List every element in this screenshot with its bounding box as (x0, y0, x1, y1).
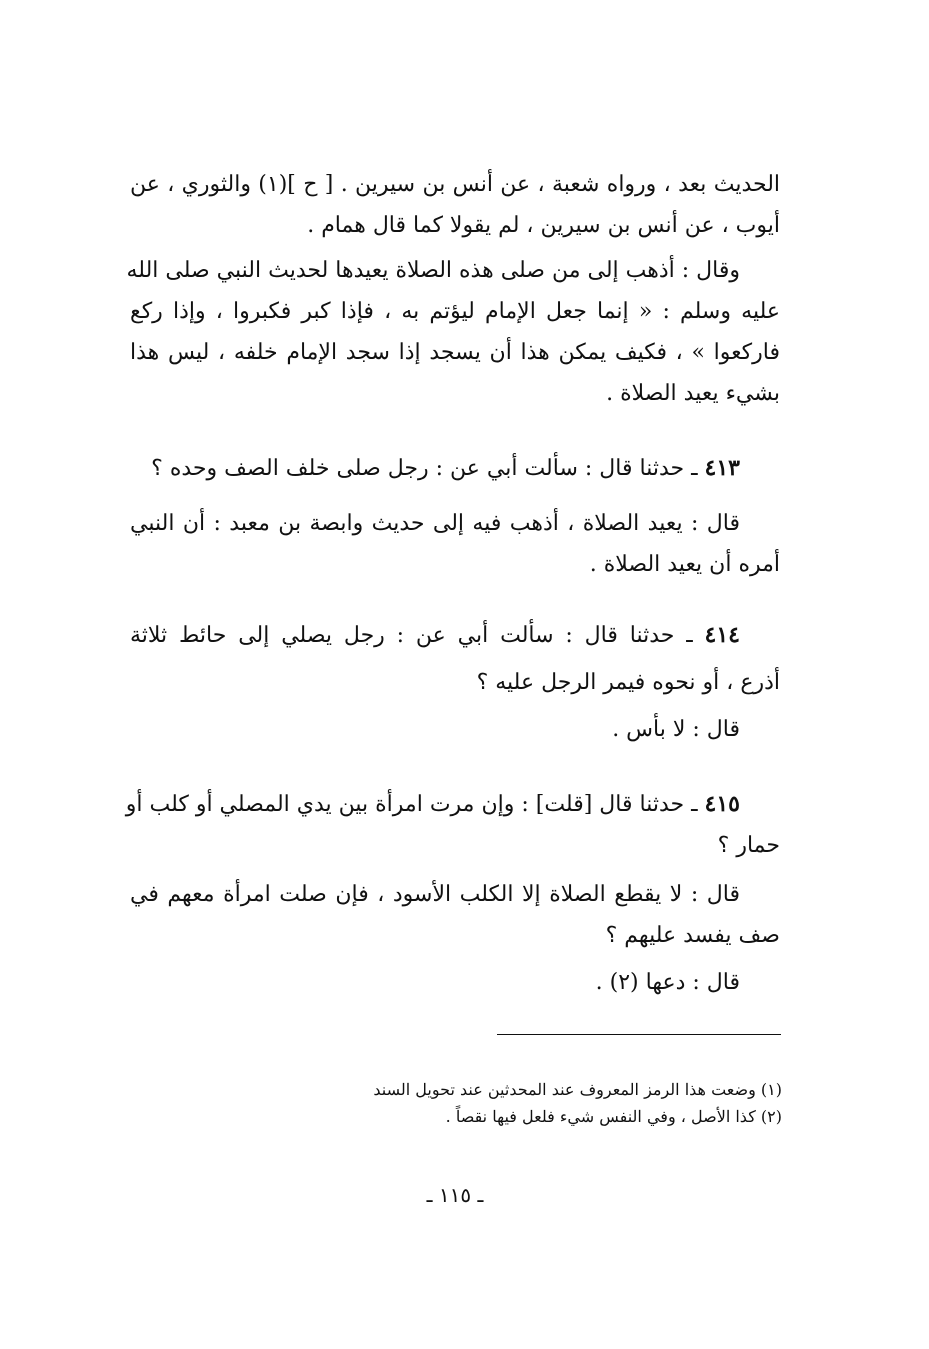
paragraph-continuation (130, 164, 780, 246)
paragraph-wa-qal (126, 250, 780, 414)
text-line: قال : دعها (٢) . (595, 970, 740, 995)
text-line: صف يفسد عليهم ؟ (605, 923, 780, 948)
footnotes (300, 1076, 782, 1130)
entry-413 (130, 448, 780, 585)
text-span: ـ حدثنا قال [قلت] : وإن مرت امرأة بين يدي المصلي أو كلب أو (125, 792, 705, 817)
text-line: عليه وسلم : « إنما جعل الإمام ليؤتم به ، فإذا كبر فكبروا ، وإذا ركع (130, 299, 780, 324)
entry-number: ٤١٤ (704, 622, 740, 648)
text-line: بشيء يعيد الصلاة . (606, 381, 780, 406)
page-number: ـ ١١٥ ـ (426, 1183, 484, 1207)
entry-heading-line (130, 448, 780, 489)
text-line: أذرع ، أو نحوه فيمر الرجل عليه ؟ (476, 670, 780, 695)
footnote-1: (١) وضعت هذا الرمز المعروف عند المحدثين عند تحويل السند (373, 1080, 782, 1099)
entry-414 (130, 615, 780, 750)
text-line: الحديث بعد ، ورواه شعبة ، عن أنس بن سيرين . [ ح ](١) والثوري ، عن (130, 172, 781, 197)
entry-heading-line (130, 615, 780, 656)
entry-number: ٤١٥ (704, 791, 740, 817)
text-line: أمره أن يعيد الصلاة . (589, 552, 780, 577)
footnote-divider (497, 1034, 781, 1035)
text-line: حمار ؟ (717, 833, 780, 858)
footnote-2: (٢) كذا الأصل ، وفي النفس شيء فلعل فيها نقصاً . (445, 1107, 782, 1126)
text-line: قال : لا بأس . (612, 717, 740, 742)
text-line: فاركعوا » ، فكيف يمكن هذا أن يسجد إذا سجد الإمام خلفه ، ليس هذا (130, 340, 780, 365)
text-line: قال : لا يقطع الصلاة إلا الكلب الأسود ، فإن صلت امرأة معهم في (130, 882, 740, 907)
entry-number: ٤١٣ (704, 455, 740, 481)
text-line: أيوب ، عن أنس بن سيرين ، لم يقولا كما قال همام . (307, 213, 780, 238)
entry-heading-line (125, 784, 780, 825)
entry-415 (125, 784, 780, 1003)
text-span: ـ حدثنا قال : سألت أبي عن : رجل يصلي إلى حائط ثلاثة (130, 623, 705, 648)
text-span: ـ حدثنا قال : سألت أبي عن : رجل صلى خلف الصف وحده ؟ (151, 456, 705, 481)
text-line: قال : يعيد الصلاة ، أذهب فيه إلى حديث وابصة بن معبد : أن النبي (130, 511, 740, 536)
text-line: وقال : أذهب إلى من صلى هذه الصلاة يعيدها لحديث النبي صلى الله (126, 258, 740, 283)
